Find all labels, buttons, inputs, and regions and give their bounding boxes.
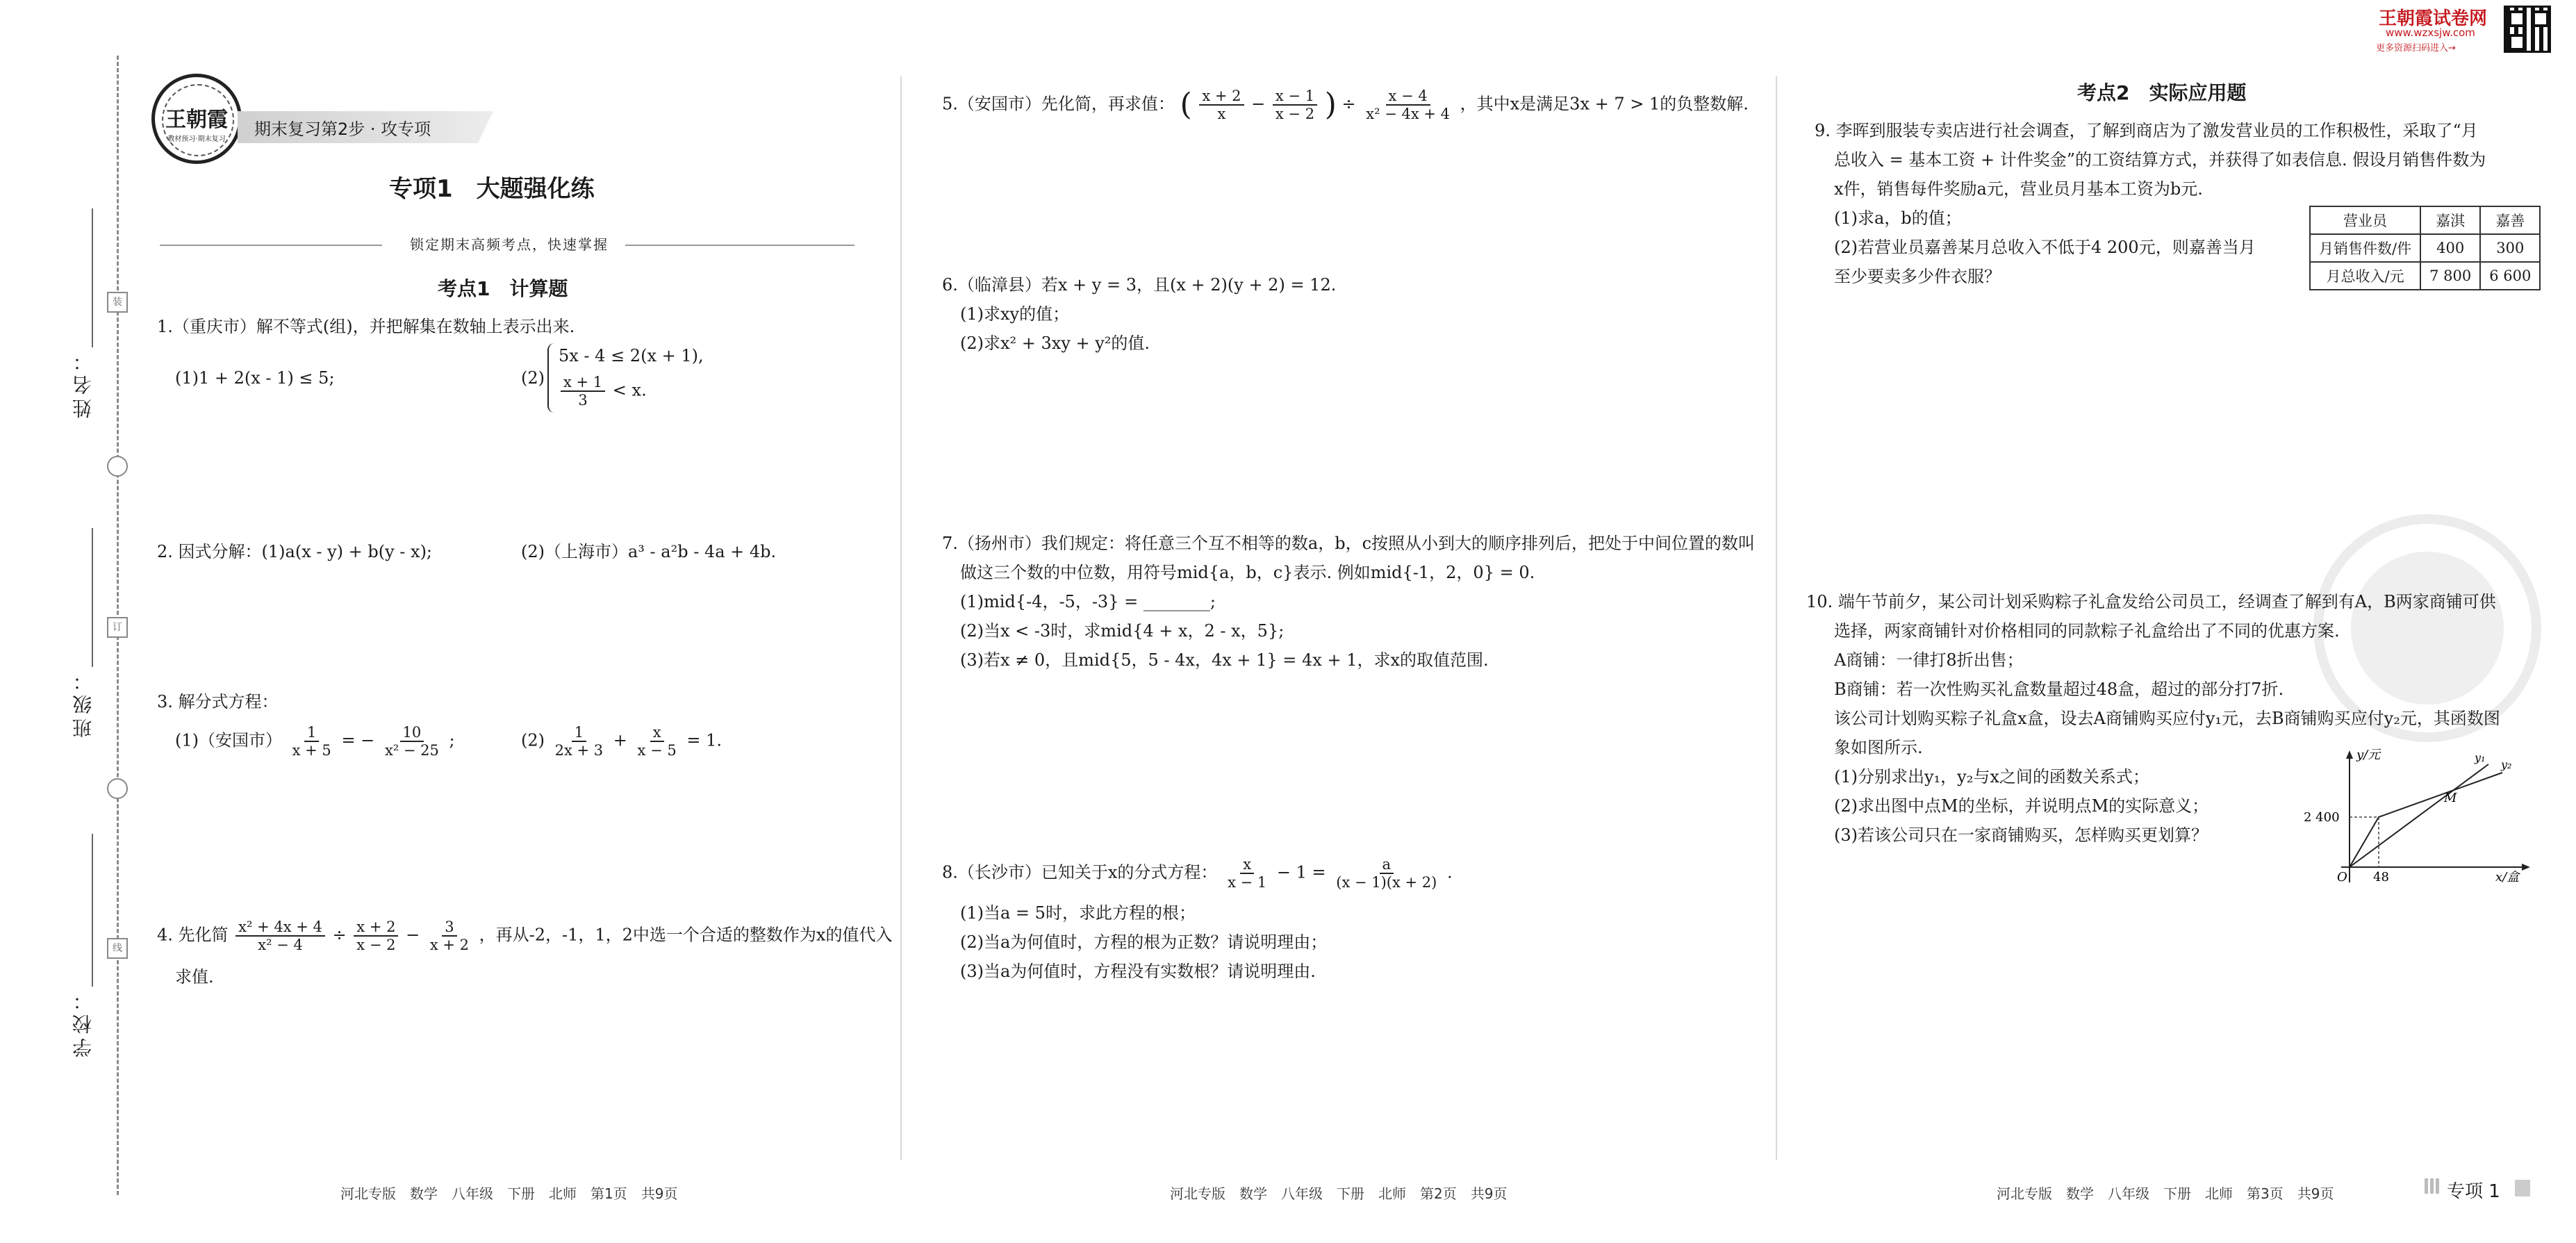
brand-tip: 更多资源扫码进入→ — [2376, 43, 2456, 53]
name-line — [92, 208, 93, 347]
q3-2-den1: 2x + 3 — [554, 742, 604, 759]
q10-line4: B商铺：若一次性购买礼盒数量超过48盒，超过的部分打7折. — [1834, 680, 2284, 699]
banner-text: 期末复习第2步 · 攻专项 — [254, 120, 431, 139]
q7-line2: 做这三个数的中位数，用符号mid{a，b，c}表示. 例如mid{-1，2，0} = 0. — [960, 563, 1535, 582]
q3-1-end: ; — [449, 730, 455, 750]
binding-mark-mid: 订 — [107, 617, 128, 638]
q9-line1: 9. 李晖到服装专卖店进行社会调查，了解到商店为了激发营业员的工作积极性，采取了“月 — [1815, 121, 2478, 140]
table-cell: 7 800 — [2420, 262, 2480, 290]
q5-num3: x − 4 — [1386, 88, 1430, 106]
q3-part2 — [521, 724, 722, 759]
page-separator-1 — [900, 76, 902, 1160]
q4-head: 4. 先化简 — [157, 925, 229, 945]
q3-2-num2: x — [650, 724, 664, 742]
q3-part2-label: (2) — [521, 730, 545, 750]
q5-tail: ，其中x是满足3x + 7 > 1的负整数解. — [1460, 94, 1749, 114]
q5-head: 5.（安国市）先化简，再求值： — [942, 94, 1175, 114]
table-cell: 月销售件数/件 — [2310, 234, 2420, 262]
q3-part1-label: (1)（安国市） — [175, 730, 282, 750]
q7-part2: (2)当x < -3时，求mid{4 + x，2 - x，5}; — [960, 621, 1285, 641]
q8-part1: (1)当a = 5时，求此方程的根； — [960, 903, 1196, 923]
q4-div: ÷ — [332, 925, 347, 945]
q5-num1: x + 2 — [1199, 88, 1244, 106]
q4-num2: x + 2 — [354, 919, 398, 937]
table-cell: 6 600 — [2480, 262, 2540, 290]
q10-line6: 象如图所示. — [1834, 738, 1923, 757]
class-line — [92, 528, 93, 667]
q3-1-den1: x + 5 — [292, 742, 331, 759]
subtitle-rule-right — [625, 245, 854, 246]
q5-den1: x — [1217, 106, 1226, 122]
q9-line2: 总收入 = 基本工资 + 计件奖金”的工资结算方式，并获得了如表信息. 假设月销售件数为 — [1834, 150, 2486, 170]
binding-mark-top: 装 — [107, 292, 128, 313]
q4-den3: x + 2 — [429, 937, 469, 953]
graph-line1-label: y₁ — [2475, 751, 2486, 764]
q2-text: 2. 因式分解：(1)a(x - y) + b(y - x); — [157, 542, 433, 561]
logo-badge — [151, 74, 242, 164]
q9-part2b: 至少要卖多少件衣服？ — [1834, 267, 2001, 286]
table-header-cell: 营业员 — [2310, 206, 2420, 234]
q9-part1: (1)求a，b的值； — [1834, 208, 1962, 228]
q5-text: 5.（安国市）先化简，再求值： ( $\frac{x + 2}{x}$ − $\frac{x - 1}{x - 2}$ ) ÷ $\frac{x - 4}{\text{x² − 4x + 4}}$ ，其中x是满足3x + 7 > 1的负整数解. — [942, 87, 1749, 122]
brand-url: www.wzxsjw.com — [2386, 26, 2475, 39]
q8-text — [942, 856, 1453, 891]
q6-part2: (2)求x² + 3xy + y²的值. — [960, 334, 1150, 353]
q1-part2-label: (2) — [521, 368, 545, 388]
q6-part1: (1)求xy的值； — [960, 304, 1070, 324]
graph-x-tick: 48 — [2373, 870, 2389, 884]
q10-part3: (3)若该公司只在一家商铺购买，怎样购买更划算？ — [1834, 825, 2208, 845]
q3-part1 — [175, 724, 455, 759]
q4-num1: x² + 4x + 4 — [236, 919, 325, 937]
graph-x-arrow — [2522, 864, 2530, 871]
section2-title: 考点2 实际应用题 — [2077, 81, 2247, 104]
tab-pattern-icon — [2425, 1178, 2440, 1194]
footer-page1: 河北专版 数学 八年级 下册 北师 第1页 共9页 — [340, 1185, 678, 1202]
subtitle-rule-left — [160, 245, 382, 246]
q9-info-table — [2309, 206, 2541, 290]
graph-line-y1 — [2350, 764, 2488, 867]
qr-code-icon[interactable] — [2504, 6, 2551, 53]
q2-part2: (2)（上海市）a³ - a²b - 4a + 4b. — [521, 542, 777, 561]
q3-2-den2: x − 5 — [637, 742, 677, 759]
q3-text: 3. 解分式方程： — [157, 692, 279, 711]
q8-den2: (x − 1)(x + 2) — [1336, 874, 1437, 891]
q1-brace — [547, 343, 556, 413]
q1-text: 1.（重庆市）解不等式(组)，并把解集在数轴上表示出来. — [157, 317, 575, 336]
q7-part1: (1)mid{-4，-5，-3} = ________; — [960, 592, 1216, 611]
binding-hole-2 — [107, 778, 128, 799]
name-label: 姓名： — [72, 347, 94, 418]
table-cell: 400 — [2420, 234, 2480, 262]
class-label: 班级： — [72, 667, 94, 738]
q5-div: ÷ — [1341, 94, 1356, 114]
q5-den2: x − 2 — [1275, 106, 1315, 122]
q5-minus: − — [1251, 94, 1266, 114]
q4-line2: 求值. — [175, 967, 214, 987]
q8-part3: (3)当a为何值时，方程没有实数根？请说明理由. — [960, 962, 1316, 981]
q3-2-end: = 1. — [686, 730, 722, 750]
q10-line3: A商铺：一律打8折出售； — [1834, 650, 2024, 670]
footer-page2: 河北专版 数学 八年级 下册 北师 第2页 共9页 — [1170, 1185, 1508, 1202]
brand-name: 王朝霞试卷网 — [2379, 8, 2488, 29]
graph-line2-label: y₂ — [2501, 758, 2512, 771]
q4-line1 — [157, 919, 892, 953]
q3-1-num2: 10 — [400, 724, 424, 742]
q8-num1: x — [1240, 856, 1254, 874]
table-header-cell: 嘉淇 — [2420, 206, 2480, 234]
q6-text: 6.（临漳县）若x + y = 3，且(x + 2)(y + 2) = 12. — [942, 275, 1337, 295]
section-tab: 专项 1 — [2447, 1181, 2500, 1202]
table-header-row — [2310, 206, 2540, 234]
page-subtitle: 锁定期末高频考点，快速掌握 — [410, 236, 609, 253]
q9-part2: (2)若营业员嘉善某月总收入不低于4 200元，则嘉善当月 — [1834, 238, 2256, 257]
q1-part2-line2 — [559, 374, 647, 409]
q3-2-num1: 1 — [572, 724, 586, 742]
q1-part2-tail: < x. — [612, 380, 647, 400]
school-line — [92, 834, 93, 987]
graph-point-label: M — [2444, 791, 2457, 805]
table-cell: 300 — [2480, 234, 2540, 262]
q1-part1: (1)1 + 2(x - 1) ≤ 5; — [175, 368, 335, 388]
q1-frac-num: x + 1 — [561, 374, 605, 392]
q10-line2: 选择，两家商铺针对价格相同的同款粽子礼盒给出了不同的优惠方案. — [1834, 621, 2340, 641]
q10-function-graph — [2304, 743, 2536, 896]
q3-1-den2: x² − 25 — [384, 742, 439, 759]
q5-num2: x − 1 — [1273, 88, 1317, 106]
footer-page3: 河北专版 数学 八年级 下册 北师 第3页 共9页 — [1997, 1185, 2334, 1202]
q7-line1: 7.（扬州市）我们规定：将任意三个互不相等的数a，b，c按照从小到大的顺序排列后，把处于中间位置的数叫 — [942, 534, 1756, 553]
q8-end: . — [1446, 862, 1453, 882]
graph-y-label: y/元 — [2356, 748, 2381, 762]
section1-title: 考点1 计算题 — [438, 277, 568, 300]
graph-x-label: x/盒 — [2495, 870, 2520, 884]
page-title: 专项1 大题强化练 — [389, 175, 595, 203]
table-row — [2310, 262, 2540, 290]
q4-den2: x − 2 — [356, 937, 396, 953]
q8-mid: − 1 = — [1276, 862, 1326, 882]
q1-frac-den: 3 — [578, 392, 588, 409]
q4-den1: x² − 4 — [258, 937, 303, 953]
q9-line3: x件，销售每件奖励a元，营业员月基本工资为b元. — [1834, 179, 2203, 199]
q10-part1: (1)分别求出y₁，y₂与x之间的函数关系式； — [1834, 767, 2149, 787]
q3-1-num1: 1 — [304, 724, 319, 742]
table-row — [2310, 234, 2540, 262]
q10-part2: (2)求出图中点M的坐标，并说明点M的实际意义； — [1834, 796, 2209, 816]
q8-part2: (2)当a为何值时，方程的根为正数？请说明理由； — [960, 932, 1328, 952]
graph-line-y2 — [2350, 773, 2502, 867]
graph-y-tick: 2 400 — [2304, 810, 2340, 825]
tab-marker — [2515, 1180, 2530, 1196]
q10-line1: 10. 端午节前夕，某公司计划采购粽子礼盒发给公司员工，经调查了解到有A，B两家商铺可供 — [1806, 592, 2496, 611]
logo-text: 王朝霞 — [165, 108, 228, 132]
q8-den1: x − 1 — [1228, 874, 1267, 891]
q4-tail: ，再从-2，-1，1，2中选一个合适的整数作为x的值代入 — [479, 925, 893, 945]
q7-part3: (3)若x ≠ 0，且mid{5，5 - 4x，4x + 1} = 4x + 1，求x的取值范围. — [960, 650, 1489, 670]
school-label: 学校： — [72, 987, 94, 1057]
graph-y-arrow — [2346, 750, 2353, 759]
q4-minus: − — [406, 925, 420, 945]
graph-origin: O — [2337, 870, 2347, 884]
table-cell: 月总收入/元 — [2310, 262, 2420, 290]
logo-subtitle: 教材预习·期末复习 — [167, 135, 226, 143]
q3-2-plus: + — [613, 730, 627, 750]
q1-part2-line1: 5x - 4 ≤ 2(x + 1), — [559, 346, 704, 365]
binding-mark-bot: 线 — [107, 938, 128, 959]
q5-den3: x² − 4x + 4 — [1366, 106, 1450, 122]
page-separator-2 — [1776, 76, 1777, 1160]
q8-num2: a — [1380, 856, 1394, 874]
q8-head: 8.（长沙市）已知关于x的分式方程： — [942, 862, 1218, 882]
q3-1-eq: = − — [341, 730, 375, 750]
q10-line5: 该公司计划购买粽子礼盒x盒，设去A商铺购买应付y₁元，去B商铺购买应付y₂元，其函数图 — [1834, 709, 2500, 728]
table-header-cell: 嘉善 — [2480, 206, 2540, 234]
q4-num3: 3 — [442, 919, 456, 937]
binding-hole-1 — [107, 456, 128, 477]
